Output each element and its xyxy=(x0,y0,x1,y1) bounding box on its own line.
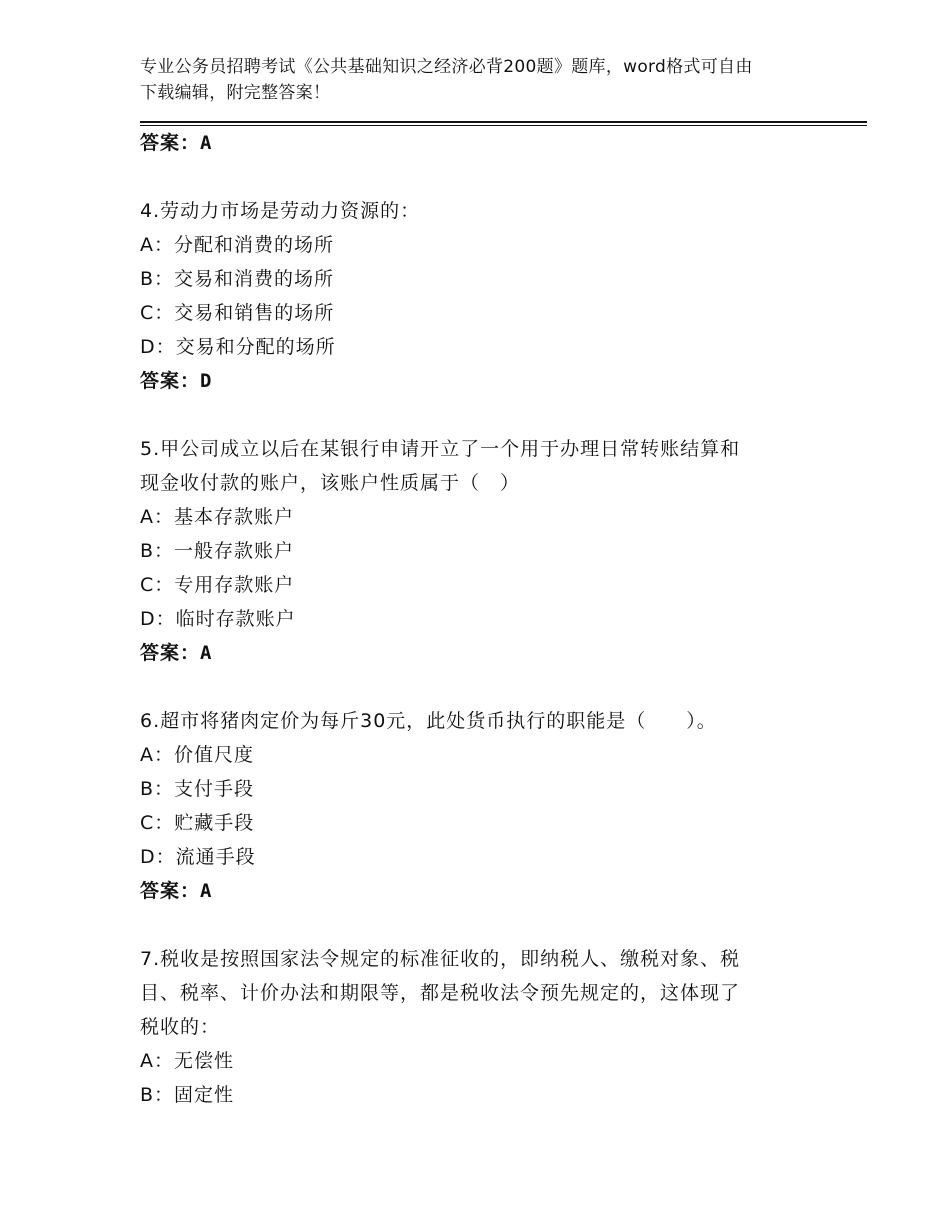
option-b: B：固定性 xyxy=(140,1084,235,1106)
question-5 xyxy=(140,432,820,670)
option-a: A：价值尺度 xyxy=(140,744,254,766)
question-stem: 5.甲公司成立以后在某银行申请开立了一个用于办理日常转账结算和 xyxy=(140,438,741,460)
answer-label: 答案： xyxy=(140,132,201,154)
question-stem: 税收的： xyxy=(140,1016,221,1038)
question-answer xyxy=(140,636,820,670)
question-stem: 6.超市将猪肉定价为每斤30元，此处货币执行的职能是（ ）。 xyxy=(140,710,717,732)
option-d: D：临时存款账户 xyxy=(140,608,296,630)
previous-answer xyxy=(140,126,820,160)
answer-label: 答案： xyxy=(140,880,201,902)
option-a: A：分配和消费的场所 xyxy=(140,234,334,256)
question-answer xyxy=(140,364,820,398)
document-header xyxy=(140,54,820,106)
option-b: B：支付手段 xyxy=(140,778,255,800)
option-c: C：专用存款账户 xyxy=(140,574,295,596)
question-stem: 7.税收是按照国家法令规定的标准征收的，即纳税人、缴税对象、税 xyxy=(140,948,741,970)
question-stem: 目、税率、计价办法和期限等，都是税收法令预先规定的，这体现了 xyxy=(140,982,741,1004)
answer-value: A xyxy=(200,880,213,902)
answer-value: A xyxy=(200,132,213,154)
answer-value: D xyxy=(200,370,213,392)
option-c: C：贮藏手段 xyxy=(140,812,255,834)
option-a: A：基本存款账户 xyxy=(140,506,294,528)
option-d: D：流通手段 xyxy=(140,846,256,868)
option-d: D：交易和分配的场所 xyxy=(140,336,336,358)
question-7 xyxy=(140,942,820,1112)
question-answer xyxy=(140,874,820,908)
question-4 xyxy=(140,194,820,398)
question-content xyxy=(140,126,820,1112)
header-line-2: 下载编辑，附完整答案！ xyxy=(140,83,331,103)
header-rule-thick xyxy=(140,121,867,123)
answer-label: 答案： xyxy=(140,370,201,392)
option-a: A：无偿性 xyxy=(140,1050,234,1072)
question-stem: 现金收付款的账户，该账户性质属于（ ） xyxy=(140,472,521,494)
option-c: C：交易和销售的场所 xyxy=(140,302,335,324)
answer-label: 答案： xyxy=(140,642,201,664)
option-b: B：一般存款账户 xyxy=(140,540,295,562)
header-line-1: 专业公务员招聘考试《公共基础知识之经济必背200题》题库，word格式可自由 xyxy=(140,57,753,77)
question-6 xyxy=(140,704,820,908)
answer-value: A xyxy=(200,642,213,664)
question-stem: 4.劳动力市场是劳动力资源的： xyxy=(140,200,421,222)
option-b: B：交易和消费的场所 xyxy=(140,268,335,290)
